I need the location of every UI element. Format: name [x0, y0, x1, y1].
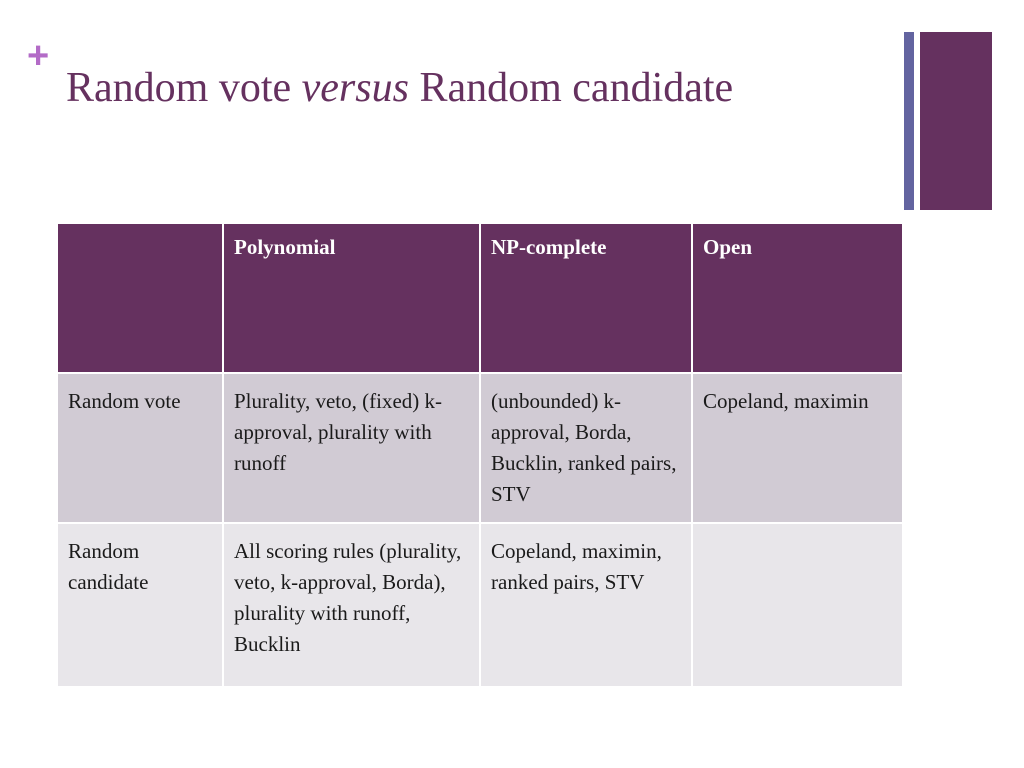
header-polynomial: Polynomial	[223, 223, 480, 373]
decorative-bar-blue	[904, 32, 914, 210]
cell-open	[692, 523, 903, 687]
cell-polynomial: All scoring rules (plurality, veto, k-approval, Borda), plurality with runoff, Bucklin	[223, 523, 480, 687]
table-row	[57, 523, 903, 687]
title-part-2: Random candidate	[408, 65, 734, 111]
cell-polynomial: Plurality, veto, (fixed) k-approval, plurality with runoff	[223, 373, 480, 523]
decorative-bar-purple	[920, 32, 992, 210]
cell-np-complete: Copeland, maximin, ranked pairs, STV	[480, 523, 692, 687]
header-np-complete: NP-complete	[480, 223, 692, 373]
title-part-1: Random vote	[66, 65, 302, 111]
header-empty-cell	[57, 223, 223, 373]
table-row	[57, 373, 903, 523]
cell-np-complete: (unbounded) k-approval, Borda, Bucklin, ranked pairs, STV	[480, 373, 692, 523]
row-label-random-candidate: Random candidate	[57, 523, 223, 687]
table-header-row	[57, 223, 903, 373]
plus-icon: +	[27, 35, 50, 77]
cell-open: Copeland, maximin	[692, 373, 903, 523]
header-open: Open	[692, 223, 903, 373]
row-label-random-vote: Random vote	[57, 373, 223, 523]
slide-title	[66, 62, 733, 114]
title-emphasis: versus	[301, 65, 409, 111]
complexity-table	[56, 222, 904, 688]
